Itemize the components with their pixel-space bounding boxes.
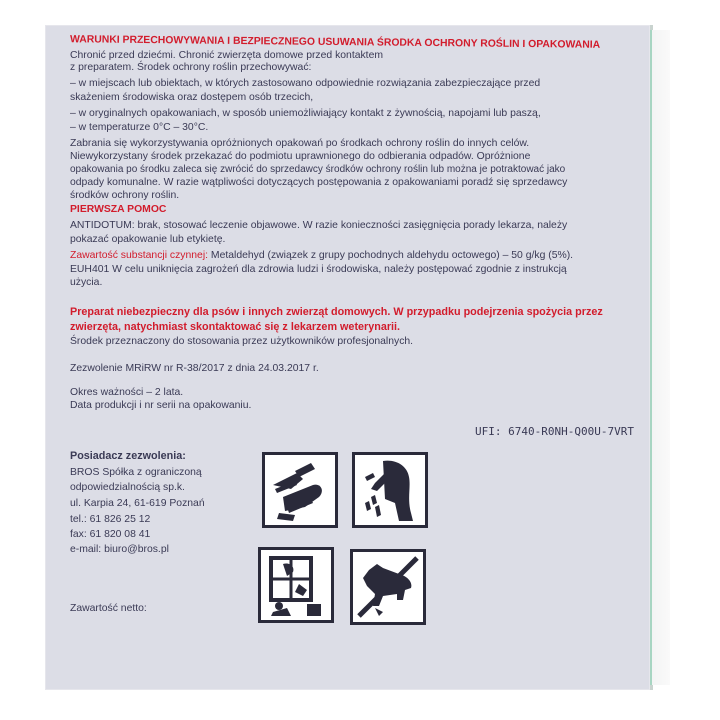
- validity: Okres ważności – 2 lata.: [70, 387, 184, 398]
- holder-line: ul. Karpia 24, 61-619 Poznań: [70, 498, 205, 509]
- first-aid-line: ANTIDOTUM: brak, stosować leczenie objawowe. W razie konieczności zasięgnięcia porady lekarza, należy: [70, 220, 568, 231]
- storage-line: – w temperaturze 0°C – 30°C.: [70, 122, 209, 133]
- warning-line: Preparat niebezpieczny dla psów i innych zwierząt domowych. W przypadku podejrzenia spożycia przez: [70, 306, 603, 318]
- production-info: Data produkcji i nr serii na opakowaniu.: [70, 400, 252, 411]
- active-substance-line: użycia.: [70, 277, 103, 288]
- warning-line: zwierzęta, natychmiast skontaktować się z lekarzem weterynarii.: [70, 321, 401, 333]
- active-substance: [70, 250, 573, 262]
- permit-number: Zezwolenie MRiRW nr R-38/2017 z dnia 24.03.2017 r.: [70, 363, 319, 374]
- professional-use: Środek przeznaczony do stosowania przez użytkowników profesjonalnych.: [70, 336, 414, 347]
- active-substance-value: Metaldehyd (związek z grupy pochodnych aldehydu octowego) – 50 g/kg (5%).: [208, 250, 574, 261]
- holder-line: e-mail: biuro@bros.pl: [70, 544, 169, 555]
- ufi-code: UFI: 6740-R0NH-Q00U-7VRT: [475, 425, 634, 438]
- active-substance-label: Zawartość substancji czynnej:: [70, 250, 209, 261]
- storage-line: skażeniem środowiska oraz dostępem osób trzecich,: [70, 92, 314, 103]
- keep-from-children-icon: [258, 547, 334, 623]
- storage-line: odpady komunalne. W razie wątpliwości dotyczących postępowania z opakowaniami poradź się sprzedawcy: [70, 177, 568, 188]
- storage-line: Zabrania się wykorzystywania opróżnionych opakowań po środkach ochrony roślin do innych celów.: [70, 138, 530, 149]
- label-edge-strip: [650, 30, 670, 685]
- storage-line: opakowania po środku zaleca się zwrócić do sprzedawcy środków ochrony roślin lub można je potraktować jako: [70, 164, 566, 175]
- holder-line: BROS Spółka z ograniczoną: [70, 467, 202, 478]
- holder-heading: Posiadacz zezwolenia:: [70, 450, 186, 462]
- storage-line: – w oryginalnych opakowaniach, w sposób uniemożliwiający kontakt z żywnością, napojami lub paszą,: [70, 108, 541, 119]
- storage-line: – w miejscach lub obiektach, w których zastosowano odpowiednie rozwiązania zabezpieczające przed: [70, 78, 541, 89]
- storage-heading: WARUNKI PRZECHOWYWANIA I BEZPIECZNEGO USUWANIA ŚRODKA OCHRONY ROŚLIN I OPAKOWANIA: [69, 34, 601, 51]
- gloves-icon: [262, 452, 338, 528]
- holder-line: fax: 61 820 08 41: [70, 529, 151, 540]
- storage-line: z preparatem. Środek ochrony roślin przechowywać:: [70, 62, 312, 73]
- active-substance-line: EUH401 W celu uniknięcia zagrożeń dla zdrowia ludzi i środowiska, należy postępować zgodnie z instrukcją: [70, 264, 567, 275]
- storage-line: środków ochrony roślin.: [70, 190, 180, 201]
- holder-line: tel.: 61 826 25 12: [70, 514, 151, 525]
- no-pets-icon: [350, 549, 426, 625]
- storage-line: Niewykorzystany środek przekazać do podmiotu uprawnionego do odbierania odpadów. Opróżnione: [70, 151, 531, 162]
- net-content: Zawartość netto:: [70, 603, 147, 614]
- first-aid-line: pokazać opakowanie lub etykietę.: [70, 234, 226, 245]
- wash-hands-icon: [352, 452, 428, 528]
- first-aid-heading: PIERWSZA POMOC: [70, 204, 167, 215]
- holder-line: odpowiedzialnością sp.k.: [70, 482, 185, 493]
- storage-line: Chronić przed dziećmi. Chronić zwierzęta domowe przed kontaktem: [70, 50, 384, 61]
